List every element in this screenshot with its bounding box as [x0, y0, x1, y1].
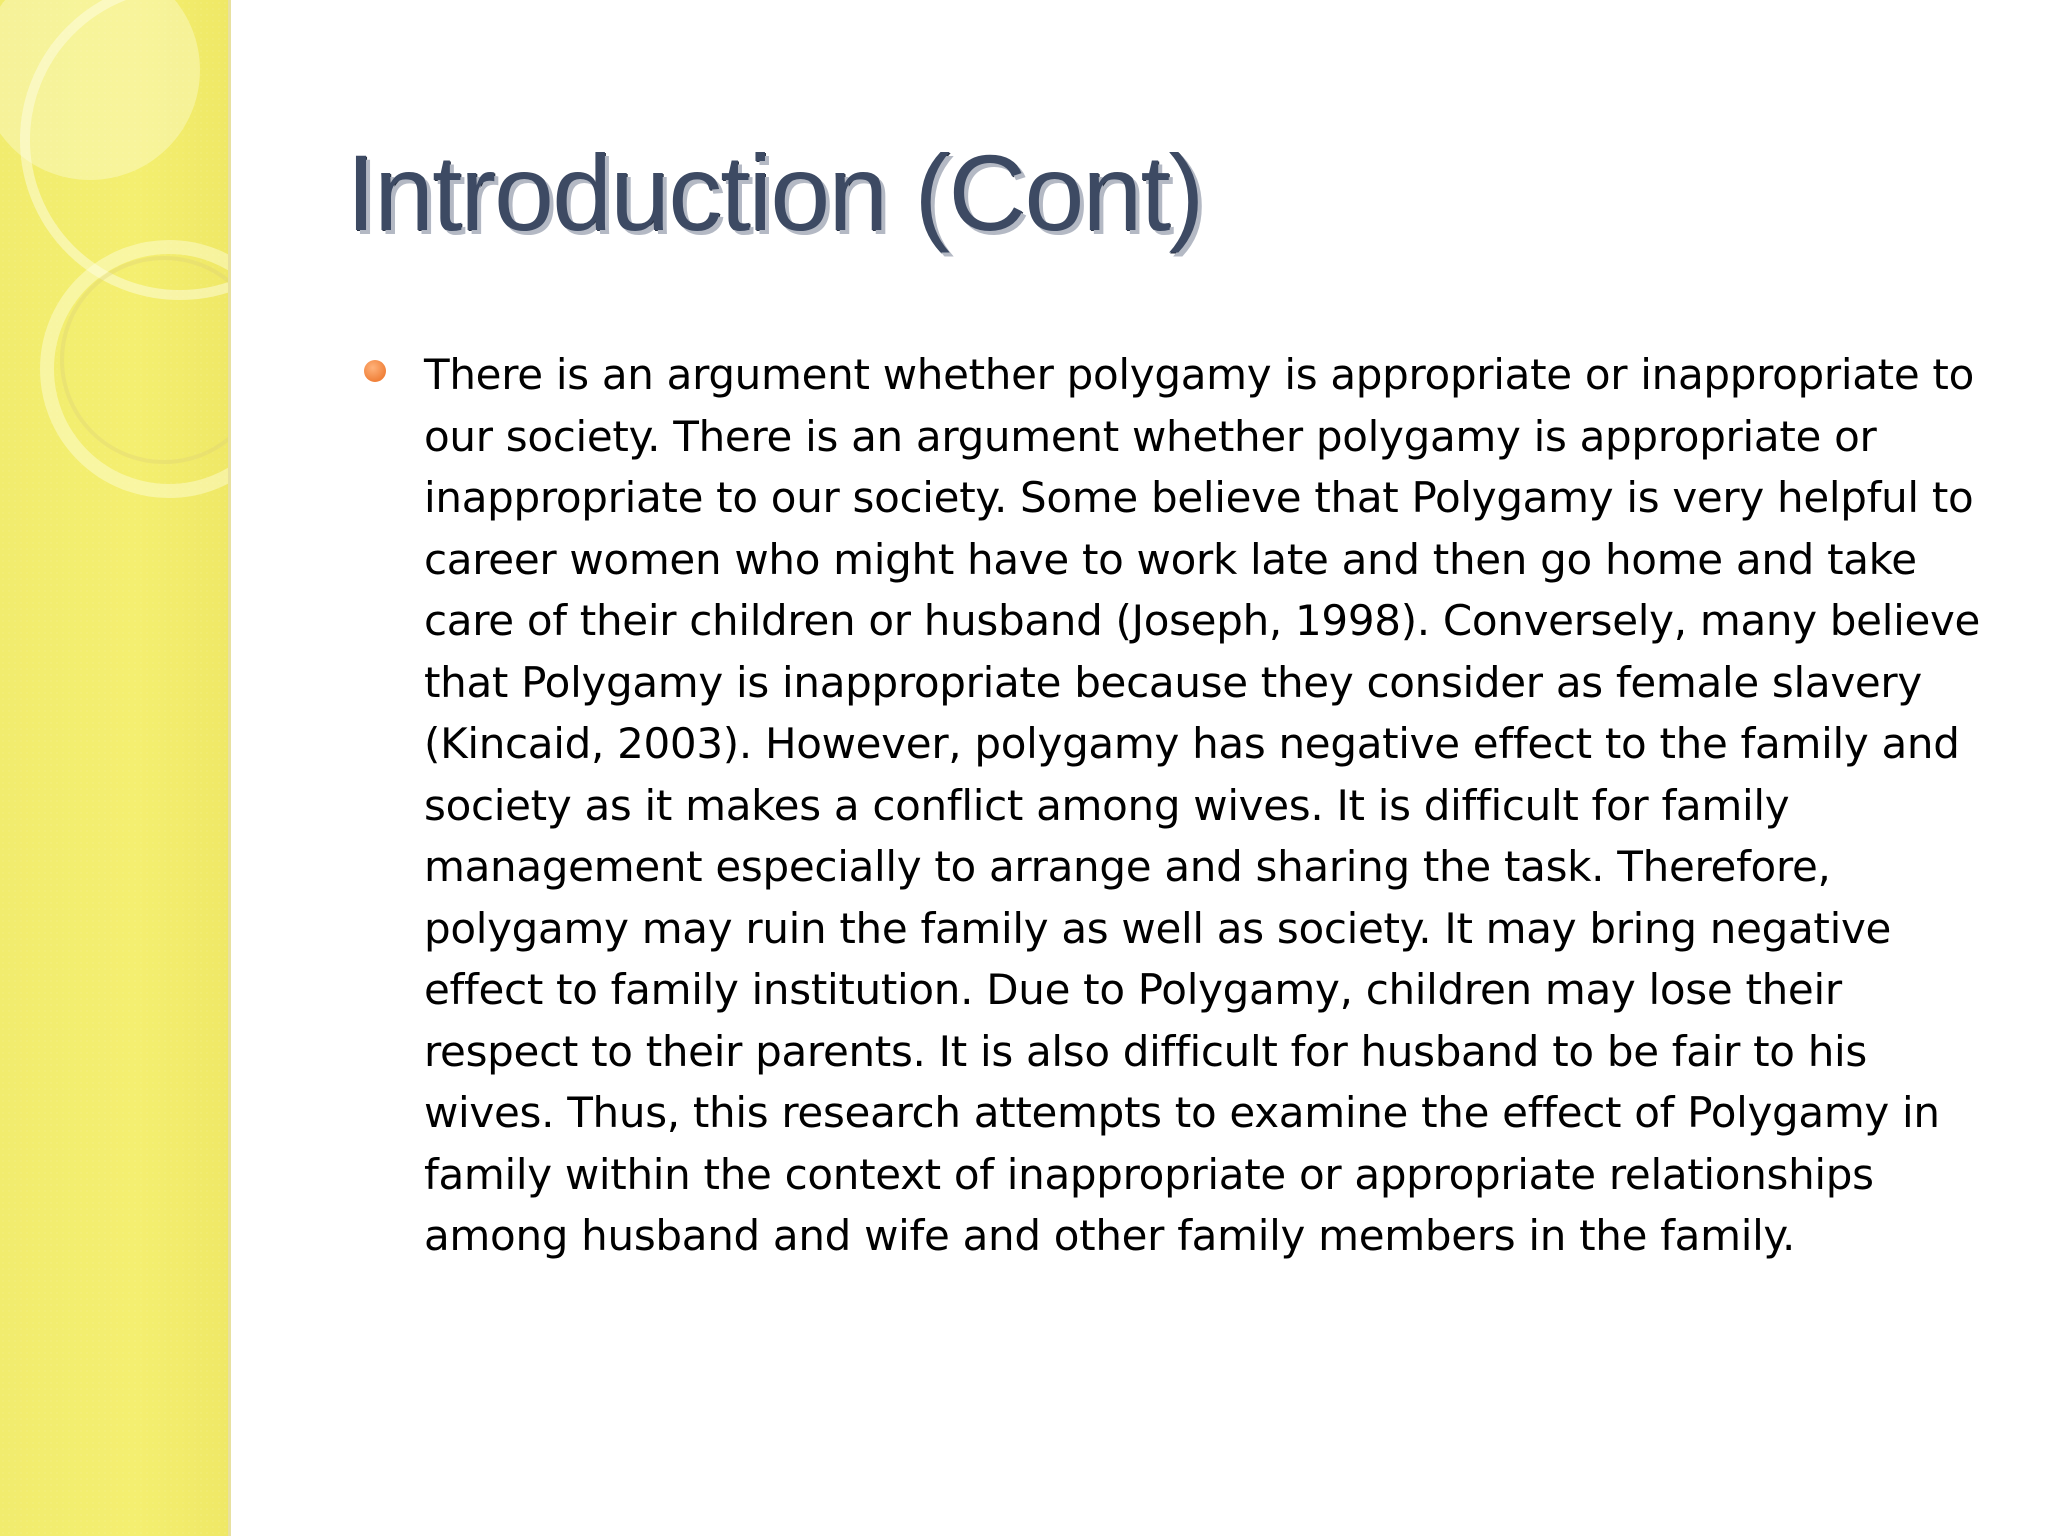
slide-body	[360, 344, 2000, 1267]
bullet-text: There is an argument whether polygamy is appropriate or inappropriate to our society. There is an argument whether polygamy is appropriate or inappropriate to our society. Some believe that Polygamy is very helpful to career women who might have to work late and then go home and take care of their children or husband (Joseph, 1998). Conversely, many believe that Polygamy is inappropriate because they consider as female slavery (Kincaid, 2003). However, polygamy has negative effect to the family and society as it makes a conflict among wives. It is difficult for family management especially to arrange and sharing the task. Therefore, polygamy may ruin the family as well as society. It may bring negative effect to family institution. Due to Polygamy, children may lose their respect to their parents. It is also difficult for husband to be fair to his wives. Thus, this research attempts to examine the effect of Polygamy in family within the context of inappropriate or appropriate relationships among husband and wife and other family members in the family.	[424, 350, 1981, 1260]
bullet-dot-icon	[364, 360, 386, 382]
slide-title: Introduction (Cont)	[346, 132, 1203, 253]
decorative-side-band	[0, 0, 231, 1536]
bullet-item	[360, 344, 2000, 1267]
